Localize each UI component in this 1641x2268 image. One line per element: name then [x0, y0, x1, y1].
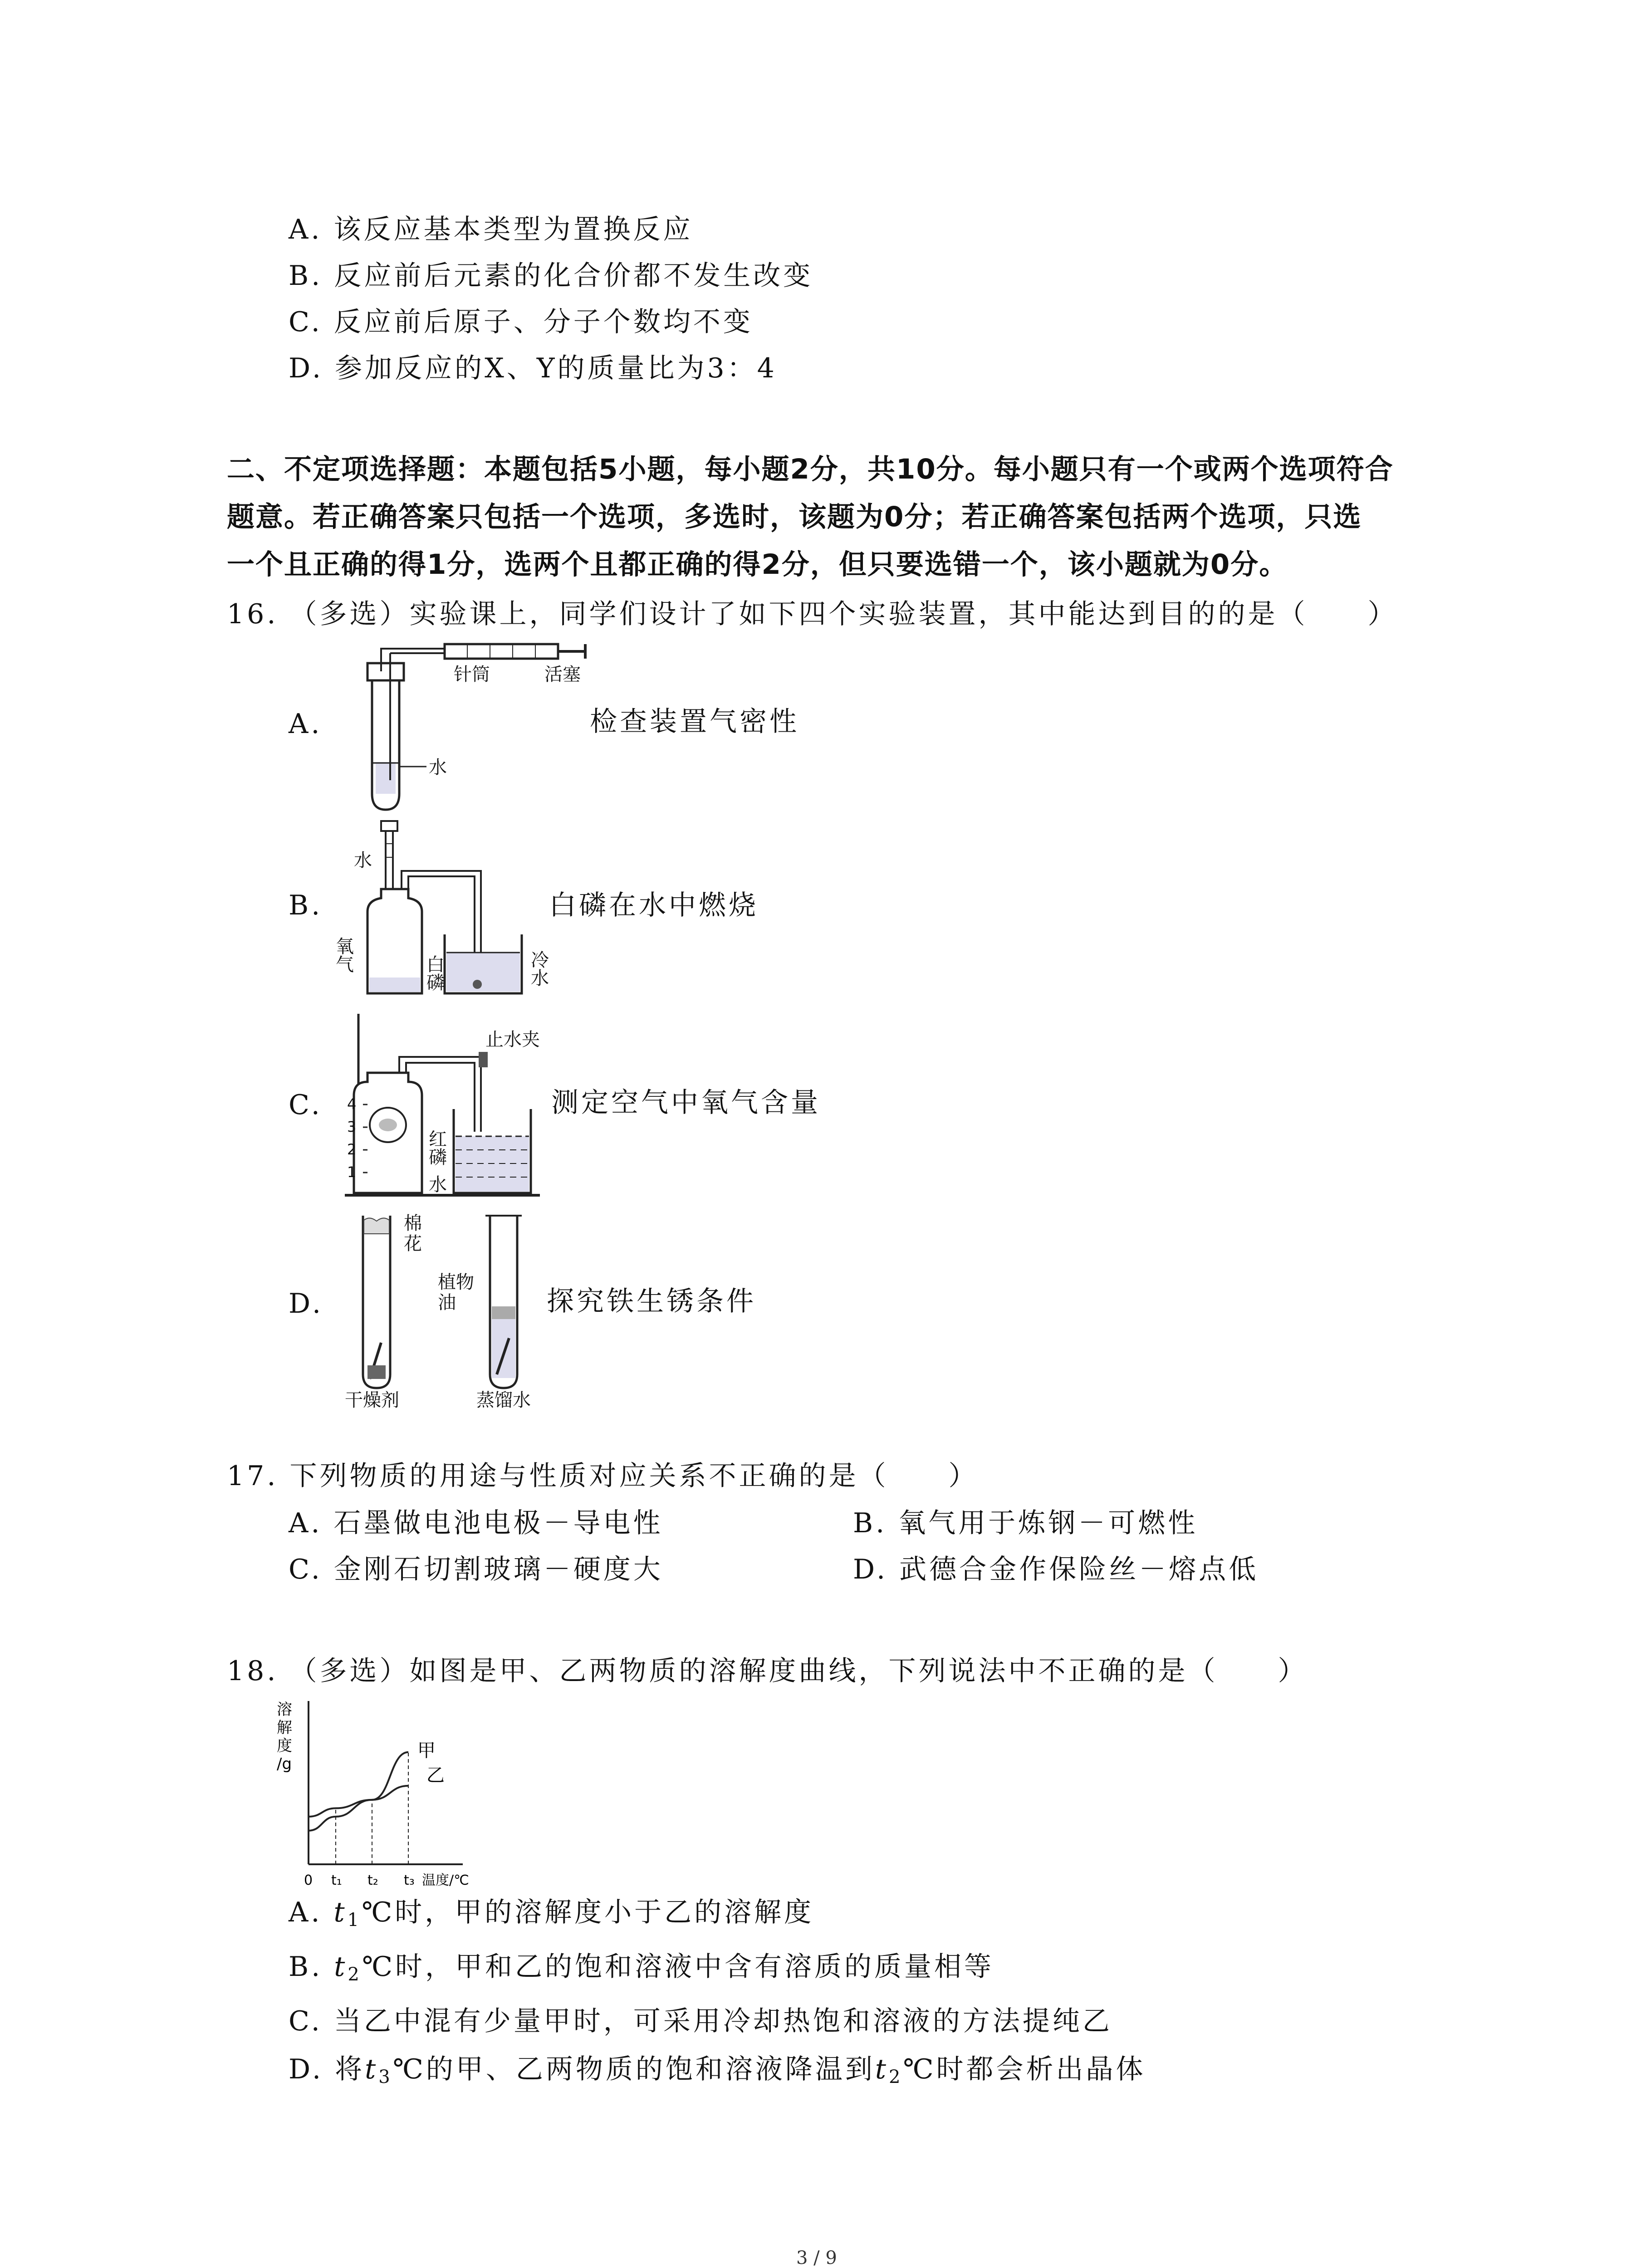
figure-a-airtightness — [318, 644, 590, 816]
q18-option-a: A. $t_1℃$时，甲的溶解度小于乙的溶解度 — [289, 1897, 814, 1931]
figure-b-white-phosphorus — [331, 821, 558, 1012]
q18-option-d: D. 将$t_3℃$的甲、乙两物质的饱和溶液降温到$t_2℃$时都会析出晶体 — [289, 2053, 1146, 2087]
q18-option-b: B. $t_2℃$时，甲和乙的饱和溶液中含有溶质的质量相等 — [289, 1951, 994, 1985]
label-cold-2: 水 — [531, 968, 549, 989]
section2-line2: 题意。若正确答案只包括一个选项，多选时，该题为0分；若正确答案包括两个选项，只选 — [227, 501, 1362, 533]
label-oil-1: 植物 — [438, 1272, 474, 1293]
label-oil-2: 油 — [438, 1292, 456, 1313]
label-cold-1: 冷 — [531, 950, 549, 971]
y-axis-label-line: /g — [277, 1755, 292, 1773]
q16-option-d-text: 探究铁生锈条件 — [547, 1286, 756, 1317]
page-number: 3 / 9 — [796, 2248, 837, 2268]
label-oxygen-2: 气 — [336, 954, 354, 975]
q15-option-a: A. 该反应基本类型为置换反应 — [289, 214, 693, 245]
series-line-yi — [309, 1786, 408, 1817]
y-axis-label-line: 度 — [277, 1737, 292, 1755]
mark-2: 2 — [347, 1141, 357, 1158]
label-plunger: 活塞 — [544, 664, 581, 685]
solubility-chart — [272, 1696, 499, 1887]
label-water-a: 水 — [429, 757, 447, 778]
q16-option-a-letter: A. — [289, 708, 323, 740]
q15-option-c: C. 反应前后原子、分子个数均不变 — [289, 306, 753, 338]
q18-stem: 18. （多选）如图是甲、乙两物质的溶解度曲线，下列说法中不正确的是（ ） — [227, 1655, 1308, 1687]
label-red-phos-2: 磷 — [429, 1147, 447, 1168]
q16-option-b-letter: B. — [289, 890, 323, 921]
q17-option-a: A. 石墨做电池电极－导电性 — [289, 1507, 663, 1539]
figure-c-oxygen-content — [331, 1014, 576, 1204]
figure-d-iron-rusting — [331, 1207, 585, 1411]
label-white-phos-1: 白 — [426, 954, 445, 975]
series-label: 乙 — [426, 1765, 445, 1786]
q16-option-a-text: 检查装置气密性 — [590, 706, 799, 738]
q17-option-b: B. 氧气用于炼钢－可燃性 — [853, 1507, 1198, 1539]
q17-option-c: C. 金刚石切割玻璃－硬度大 — [289, 1554, 663, 1585]
series-label: 甲 — [417, 1740, 436, 1761]
q16-option-c-text: 测定空气中氧气含量 — [551, 1087, 821, 1119]
label-white-phos-2: 磷 — [426, 973, 445, 993]
label-desiccant: 干燥剂 — [345, 1390, 399, 1411]
label-distilled: 蒸馏水 — [476, 1390, 531, 1411]
mark-1: 1 — [347, 1163, 357, 1181]
q17-option-d: D. 武德合金作保险丝－熔点低 — [853, 1554, 1259, 1585]
x-tick-label: 0 — [304, 1872, 313, 1888]
label-cotton-2: 花 — [404, 1233, 422, 1254]
x-tick-label: t₃ — [404, 1872, 415, 1888]
q18-option-c: C. 当乙中混有少量甲时，可采用冷却热饱和溶液的方法提纯乙 — [289, 2005, 1112, 2037]
section2-line1: 二、不定项选择题：本题包括5小题，每小题2分，共10分。每小题只有一个或两个选项符合 — [227, 453, 1394, 485]
label-cotton-1: 棉 — [404, 1213, 422, 1234]
q15-option-b: B. 反应前后元素的化合价都不发生改变 — [289, 260, 813, 292]
q16-option-d-letter: D. — [289, 1288, 324, 1320]
mark-4: 4 — [347, 1095, 357, 1113]
q16-option-c-letter: C. — [289, 1089, 323, 1121]
x-axis-label: 温度/℃ — [422, 1872, 469, 1888]
mark-3: 3 — [347, 1118, 357, 1135]
label-water-c: 水 — [429, 1174, 447, 1195]
label-clamp: 止水夹 — [485, 1029, 540, 1050]
q16-option-b-text: 白磷在水中燃烧 — [549, 890, 759, 921]
y-axis-label-line: 溶 — [277, 1701, 292, 1719]
q16-stem: 16. （多选）实验课上，同学们设计了如下四个实验装置，其中能达到目的的是（ ） — [227, 598, 1398, 630]
x-tick-label: t₁ — [331, 1872, 342, 1888]
x-tick-label: t₂ — [367, 1872, 378, 1888]
label-water-b: 水 — [354, 850, 372, 871]
label-red-phos-1: 红 — [429, 1129, 447, 1150]
q17-stem: 17. 下列物质的用途与性质对应关系不正确的是（ ） — [227, 1460, 979, 1492]
section2-line3: 一个且正确的得1分，选两个且都正确的得2分，但只要选错一个，该小题就为0分。 — [227, 548, 1288, 581]
label-oxygen-1: 氧 — [336, 936, 354, 957]
y-axis-label-line: 解 — [277, 1719, 292, 1737]
label-syringe: 针筒 — [454, 664, 490, 685]
q15-option-d: D. 参加反应的X、Y的质量比为3：4 — [289, 352, 777, 384]
